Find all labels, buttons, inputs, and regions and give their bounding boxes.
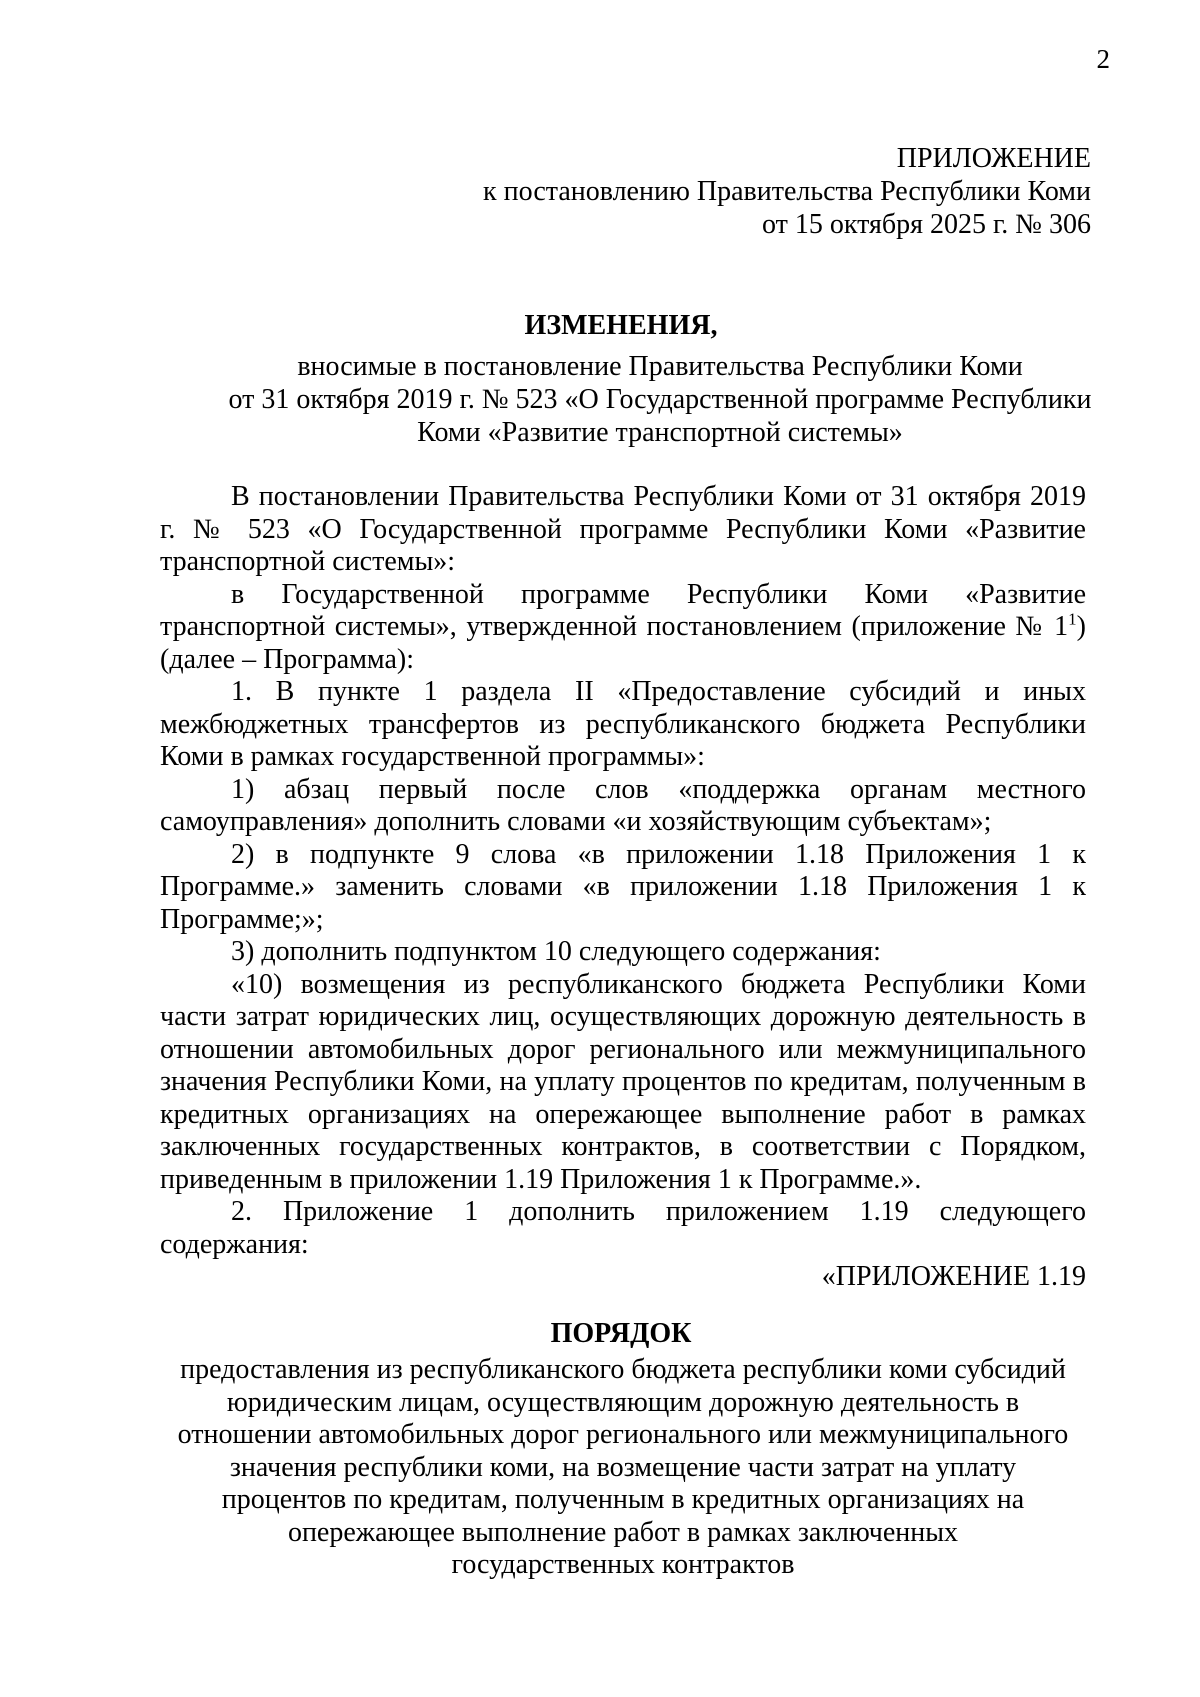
approval-line: к постановлению Правительства Республики Коми (483, 176, 1091, 207)
procedure-subtitle-line: опережающее выполнение работ в рамках заключенных (287, 1516, 959, 1548)
approval-block (483, 142, 1091, 241)
item-2: 2. Приложение 1 дополнить приложением 1.19 следующего содержания: (160, 1196, 1086, 1260)
item-1-2: 2) в подпункте 9 слова «в приложении 1.18 Приложения 1 к Программе.» заменить словами «в приложении 1.18 Приложения 1 к Программе;»; (160, 838, 1086, 935)
approval-line: от 15 октября 2025 г. № 306 (761, 209, 1091, 240)
footnote-mark: 1 (1068, 609, 1077, 629)
procedure-title: ПОРЯДОК (550, 1318, 692, 1349)
procedure-subtitle-line: юридическим лицам, осуществляющим дорожную деятельность в (226, 1386, 1020, 1418)
subtitle-line: вносимые в постановление Правительства Республики Коми (297, 351, 1023, 382)
appendix-label: «ПРИЛОЖЕНИЕ 1.19 (821, 1261, 1086, 1292)
procedure-subtitle-line: предоставления из республиканского бюджета республики коми субсидий (180, 1354, 1066, 1385)
changes-title: ИЗМЕНЕНИЯ, (524, 310, 718, 341)
procedure-subtitle-line: значения республики коми, на возмещение части затрат на уплату (229, 1451, 1017, 1483)
subtitle-line: от 31 октября 2019 г. № 523 «О Государственной программе Республики (228, 384, 1092, 415)
page-number: 2 (1096, 44, 1110, 74)
document-body (160, 481, 1086, 1294)
program-paragraph (160, 579, 1086, 677)
program-text: в Государственной программе Республики Коми «Развитие транспортной системы», утвержденной постановлением (приложение № 1 (160, 578, 1086, 642)
item-1-3-text: «10) возмещения из республиканского бюджета Республики Коми части затрат юридических лиц, осуществляющих дорожную деятельность в отношении автомобильных дорог регионального или межмуниципального значения Республики Коми, на уплату процентов по кредитам, полученным в кредитных организациях на опережающее выполнение работ в рамках заключенных государственных контрактов, в соответствии с Порядком, приведенным в приложении 1.19 Приложения 1 к Программе.». (160, 968, 1086, 1195)
item-1-3: 3) дополнить подпунктом 10 следующего содержания: (231, 936, 881, 967)
procedure-subtitle-line: процентов по кредитам, полученным в кредитных организациях на (221, 1484, 1025, 1515)
subtitle-line: Коми «Развитие транспортной системы» (417, 417, 903, 448)
item-1: 1. В пункте 1 раздела II «Предоставление субсидий и иных межбюджетных трансфертов из республиканского бюджета Республики Коми в рамках государственной программы»: (160, 676, 1086, 772)
procedure-subtitle-line: государственных контрактов (451, 1549, 795, 1580)
procedure-subtitle (160, 1354, 1086, 1582)
procedure-subtitle-line: отношении автомобильных дорог регионального или межмуниципального (177, 1419, 1069, 1450)
intro-paragraph: В постановлении Правительства Республики Коми от 31 октября 2019 г. № 523 «О Государственной программе Республики Коми «Развитие транспортной системы»: (160, 481, 1086, 577)
program-text-end: ) (далее – Программа): (160, 611, 1086, 675)
item-1-1: 1) абзац первый после слов «поддержка органам местного самоуправления» дополнить словами «и хозяйствующим субъектам»; (160, 773, 1086, 837)
approval-line: ПРИЛОЖЕНИЕ (896, 143, 1091, 174)
changes-subtitle (160, 350, 1160, 449)
